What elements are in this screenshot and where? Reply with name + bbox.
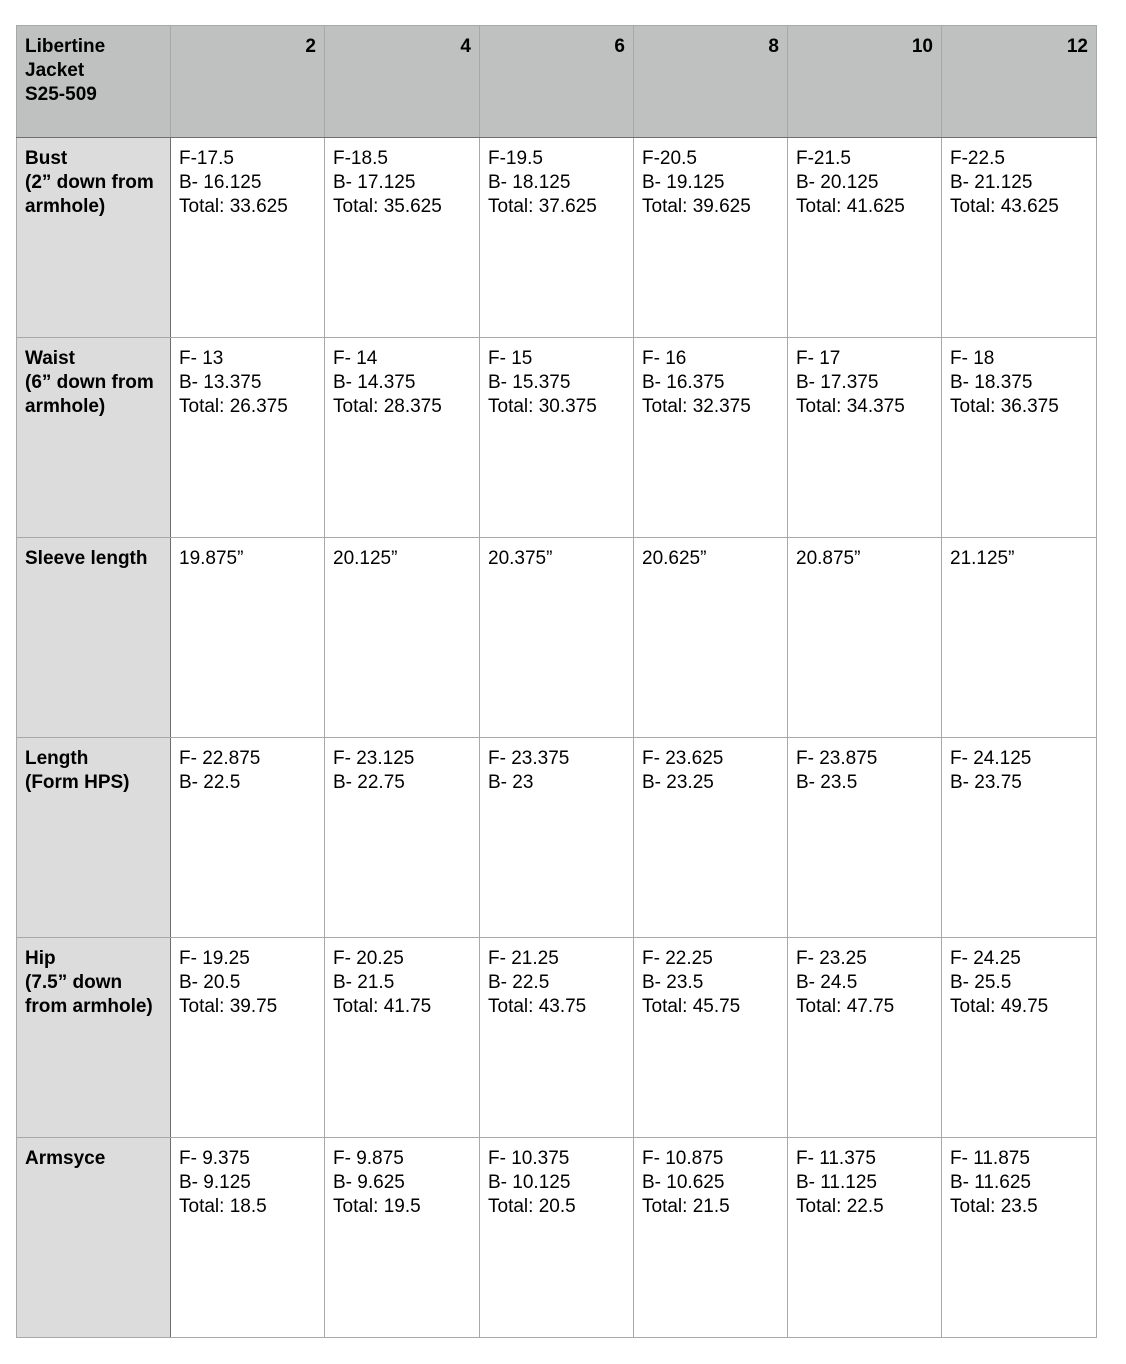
measurement-value: Total: 22.5 [796,1196,884,1217]
measurement-cell [634,1138,788,1338]
measurement-value: F- 19.25 [179,948,250,969]
measurement-cell [634,538,788,738]
measurement-value: B- 9.625 [333,1172,405,1193]
measurement-cell [788,1138,942,1338]
measurement-label-line: armhole) [25,396,106,417]
measurement-label-line: Sleeve length [25,548,148,569]
measurement-value: F- 15 [488,348,533,369]
measurement-value: F-19.5 [488,148,543,169]
measurement-value: F-20.5 [642,148,697,169]
measurement-value: Total: 47.75 [796,996,895,1017]
measurement-value: B- 11.125 [796,1172,877,1193]
measurement-cell [480,1138,634,1338]
measurement-value: Total: 43.625 [950,196,1059,217]
measurement-cell [480,538,634,738]
measurement-value: B- 23 [488,772,534,793]
size-header: 2 [171,26,325,138]
measurement-label-line: armhole) [25,196,106,217]
measurement-cell [171,938,325,1138]
measurement-value: F- 16 [642,348,687,369]
measurement-value: F- 11.875 [950,1148,1030,1169]
measurement-row [17,338,1097,538]
measurement-value: F- 23.875 [796,748,878,769]
measurement-value: B- 25.5 [950,972,1012,993]
measurement-label-line: Bust [25,148,68,169]
measurement-row [17,738,1097,938]
measurement-cell [480,738,634,938]
measurement-value: F- 23.125 [333,748,415,769]
measurement-cell [942,1138,1097,1338]
measurement-value: B- 11.625 [950,1172,1031,1193]
size-header: 6 [480,26,634,138]
measurement-value: Total: 34.375 [796,396,905,417]
measurement-label [17,1138,171,1338]
measurement-value: F- 22.875 [179,748,261,769]
measurement-value: B- 18.375 [950,372,1033,393]
measurement-value: Total: 39.625 [642,196,751,217]
measurement-cell [942,338,1097,538]
measurement-cell [788,738,942,938]
measurement-value: F-22.5 [950,148,1005,169]
measurement-value: B- 10.125 [488,1172,571,1193]
measurement-value: B- 20.125 [796,172,879,193]
measurement-value: Total: 28.375 [333,396,442,417]
measurement-cell [171,538,325,738]
measurement-cell [942,938,1097,1138]
measurement-value: B- 18.125 [488,172,571,193]
measurement-cell [788,938,942,1138]
measurement-value: F- 22.25 [642,948,713,969]
measurement-value: F- 17 [796,348,841,369]
spec-table [16,25,1097,1338]
measurement-value: B- 22.5 [179,772,241,793]
size-header: 10 [788,26,942,138]
measurement-value: Total: 30.375 [488,396,597,417]
measurement-value: 20.125” [333,548,398,569]
style-name-line: Libertine [25,36,106,57]
measurement-value: Total: 33.625 [179,196,288,217]
measurement-value: B- 20.5 [179,972,241,993]
style-name-cell [17,26,171,138]
header-row [17,26,1097,138]
measurement-value: F- 14 [333,348,378,369]
measurement-value: F- 24.125 [950,748,1032,769]
measurement-value: F- 11.375 [796,1148,876,1169]
measurement-value: F- 18 [950,348,995,369]
measurement-value: B- 10.625 [642,1172,725,1193]
measurement-value: 20.375” [488,548,553,569]
measurement-label [17,738,171,938]
measurement-value: B- 23.5 [796,772,858,793]
measurement-value: F-17.5 [179,148,234,169]
measurement-value: B- 23.25 [642,772,714,793]
measurement-value: F- 13 [179,348,224,369]
measurement-label-line: from armhole) [25,996,153,1017]
measurement-cell [634,138,788,338]
measurement-value: F- 10.375 [488,1148,570,1169]
measurement-value: B- 21.125 [950,172,1033,193]
measurement-value: Total: 43.75 [488,996,587,1017]
measurement-row [17,938,1097,1138]
measurement-value: B- 16.125 [179,172,262,193]
measurement-label-line: Hip [25,948,56,969]
measurement-value: B- 22.75 [333,772,405,793]
measurement-cell [171,338,325,538]
measurement-value: B- 13.375 [179,372,262,393]
size-header: 8 [634,26,788,138]
measurement-cell [480,338,634,538]
measurement-value: Total: 26.375 [179,396,288,417]
measurement-row [17,1138,1097,1338]
measurement-value: Total: 23.5 [950,1196,1038,1217]
measurement-value: B- 15.375 [488,372,571,393]
measurement-value: B- 23.75 [950,772,1022,793]
measurement-cell [325,938,480,1138]
measurement-value: Total: 32.375 [642,396,751,417]
measurement-value: Total: 37.625 [488,196,597,217]
measurement-value: F- 23.375 [488,748,570,769]
measurement-value: Total: 41.625 [796,196,905,217]
size-header: 4 [325,26,480,138]
measurement-value: B- 19.125 [642,172,725,193]
measurement-cell [942,738,1097,938]
measurement-value: Total: 20.5 [488,1196,576,1217]
measurement-value: B- 16.375 [642,372,725,393]
measurement-label-line: (6” down from [25,372,154,393]
measurement-value: F- 9.375 [179,1148,250,1169]
measurement-cell [171,1138,325,1338]
measurement-value: Total: 45.75 [642,996,741,1017]
measurement-cell [171,138,325,338]
measurement-value: Total: 41.75 [333,996,432,1017]
measurement-label-line: Length [25,748,89,769]
measurement-value: F- 9.875 [333,1148,404,1169]
measurement-cell [325,1138,480,1338]
measurement-label [17,938,171,1138]
measurement-cell [788,138,942,338]
measurement-cell [634,738,788,938]
measurement-value: B- 17.375 [796,372,879,393]
measurement-label-line: Waist [25,348,75,369]
measurement-value: 19.875” [179,548,244,569]
measurement-label [17,138,171,338]
style-name-line: S25-509 [25,84,97,105]
measurement-label [17,338,171,538]
measurement-value: Total: 21.5 [642,1196,730,1217]
measurement-value: B- 17.125 [333,172,416,193]
measurement-cell [942,538,1097,738]
measurement-cell [788,338,942,538]
measurement-value: F- 10.875 [642,1148,724,1169]
measurement-cell [325,538,480,738]
measurement-label-line: (Form HPS) [25,772,130,793]
measurement-cell [634,338,788,538]
measurement-cell [325,138,480,338]
measurement-value: Total: 19.5 [333,1196,421,1217]
measurement-value: B- 21.5 [333,972,395,993]
measurement-value: Total: 36.375 [950,396,1059,417]
measurement-cell [480,938,634,1138]
measurement-value: B- 9.125 [179,1172,251,1193]
measurement-cell [634,938,788,1138]
measurement-label-line: (2” down from [25,172,154,193]
measurement-value: Total: 49.75 [950,996,1049,1017]
measurement-value: 21.125” [950,548,1015,569]
measurement-value: F-21.5 [796,148,851,169]
measurement-cell [171,738,325,938]
measurement-value: B- 24.5 [796,972,858,993]
measurement-label-line: (7.5” down [25,972,123,993]
size-header: 12 [942,26,1097,138]
measurement-label-line: Armsyce [25,1148,106,1169]
measurement-label [17,538,171,738]
measurement-value: B- 23.5 [642,972,704,993]
table-body [17,138,1097,1338]
measurement-row [17,538,1097,738]
measurement-value: F- 23.625 [642,748,724,769]
measurement-value: F- 21.25 [488,948,559,969]
measurement-value: Total: 39.75 [179,996,278,1017]
measurement-row [17,138,1097,338]
measurement-value: Total: 18.5 [179,1196,267,1217]
measurement-cell [325,738,480,938]
measurement-cell [942,138,1097,338]
measurement-cell [325,338,480,538]
style-name-line: Jacket [25,60,85,81]
measurement-cell [480,138,634,338]
measurement-cell [788,538,942,738]
measurement-value: B- 22.5 [488,972,550,993]
measurement-value: F- 24.25 [950,948,1021,969]
measurement-value: 20.875” [796,548,861,569]
measurement-value: Total: 35.625 [333,196,442,217]
measurement-value: 20.625” [642,548,707,569]
measurement-value: B- 14.375 [333,372,416,393]
measurement-value: F- 23.25 [796,948,867,969]
measurement-value: F-18.5 [333,148,388,169]
measurement-value: F- 20.25 [333,948,404,969]
